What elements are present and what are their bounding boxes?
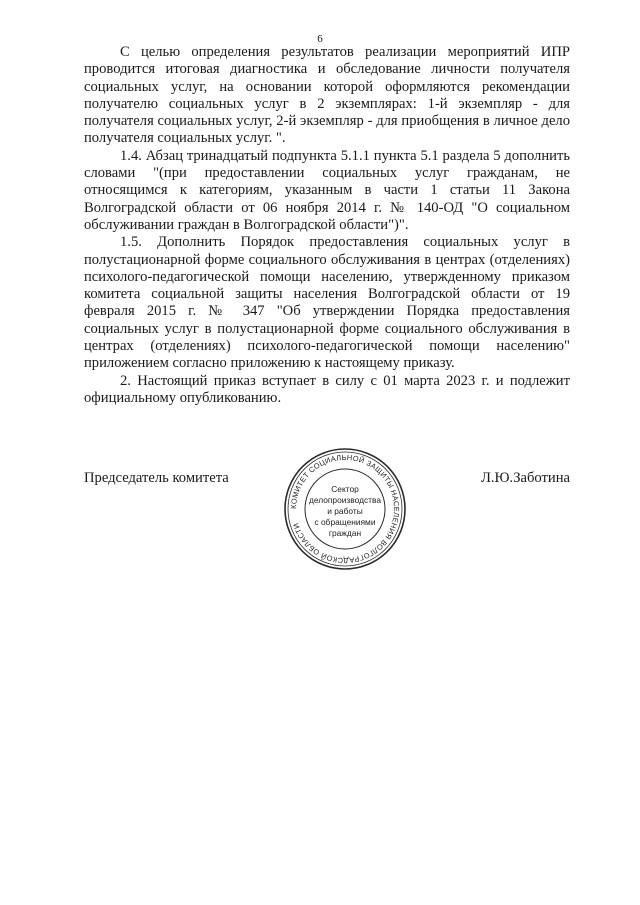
paragraph-item-1-4: 1.4. Абзац тринадцатый подпункта 5.1.1 пункта 5.1 раздела 5 дополнить словами "(при предоставлении социальных услуг гражданам, не относящимся к категориям, указанным в части 1 статьи 11 Закона Волгоградской области от 06 ноября 2014 г. № 140-ОД "О социальном обслуживании граждан в Волгоградской области")". xyxy=(84,147,570,233)
stamp-line: и работы xyxy=(327,506,363,516)
stamp-line: с обращениями xyxy=(314,517,376,527)
signatory-position: Председатель комитета xyxy=(84,470,229,486)
document-body xyxy=(84,44,570,407)
paragraph-item-2: 2. Настоящий приказ вступает в силу с 01 марта 2023 г. и подлежит официальному опубликованию. xyxy=(84,372,570,406)
signatory-name: Л.Ю.Заботина xyxy=(481,470,570,486)
stamp-line: Сектор xyxy=(331,484,359,494)
paragraph-item-1-5: 1.5. Дополнить Порядок предоставления социальных услуг в полустационарной форме социального обслуживания в центрах (отделениях) психолого-педагогической помощи населению, утвержденному приказом комитета социальной защиты населения Волгоградской области от 19 февраля 2015 г. № 347 "Об утверждении Порядка предоставления социальных услуг в полустационарной форме социального обслуживания в центрах (отделениях) психолого-педагогической помощи населению" приложением согласно приложению к настоящему приказу. xyxy=(84,234,570,372)
stamp-line: делопроизводства xyxy=(308,495,382,505)
official-stamp xyxy=(283,447,407,571)
page-number: 6 xyxy=(317,33,323,45)
paragraph-diagnostics: С целью определения результатов реализации мероприятий ИПР проводится итоговая диагностика и обследование личности получателя социальных услуг, на основании которой оформляются рекомендации получателю социальных услуг в 2 экземплярах: 1-й экземпляр - для получателя социальных услуг, 2-й экземпляр - для приобщения в личное дело получателя социальных услуг. ". xyxy=(84,44,570,147)
stamp-ring-text: КОМИТЕТ СОЦИАЛЬНОЙ ЗАЩИТЫ НАСЕЛЕНИЯ ВОЛГОГРАДСКОЙ ОБЛАСТИ xyxy=(288,452,402,566)
stamp-line: граждан xyxy=(328,528,362,538)
